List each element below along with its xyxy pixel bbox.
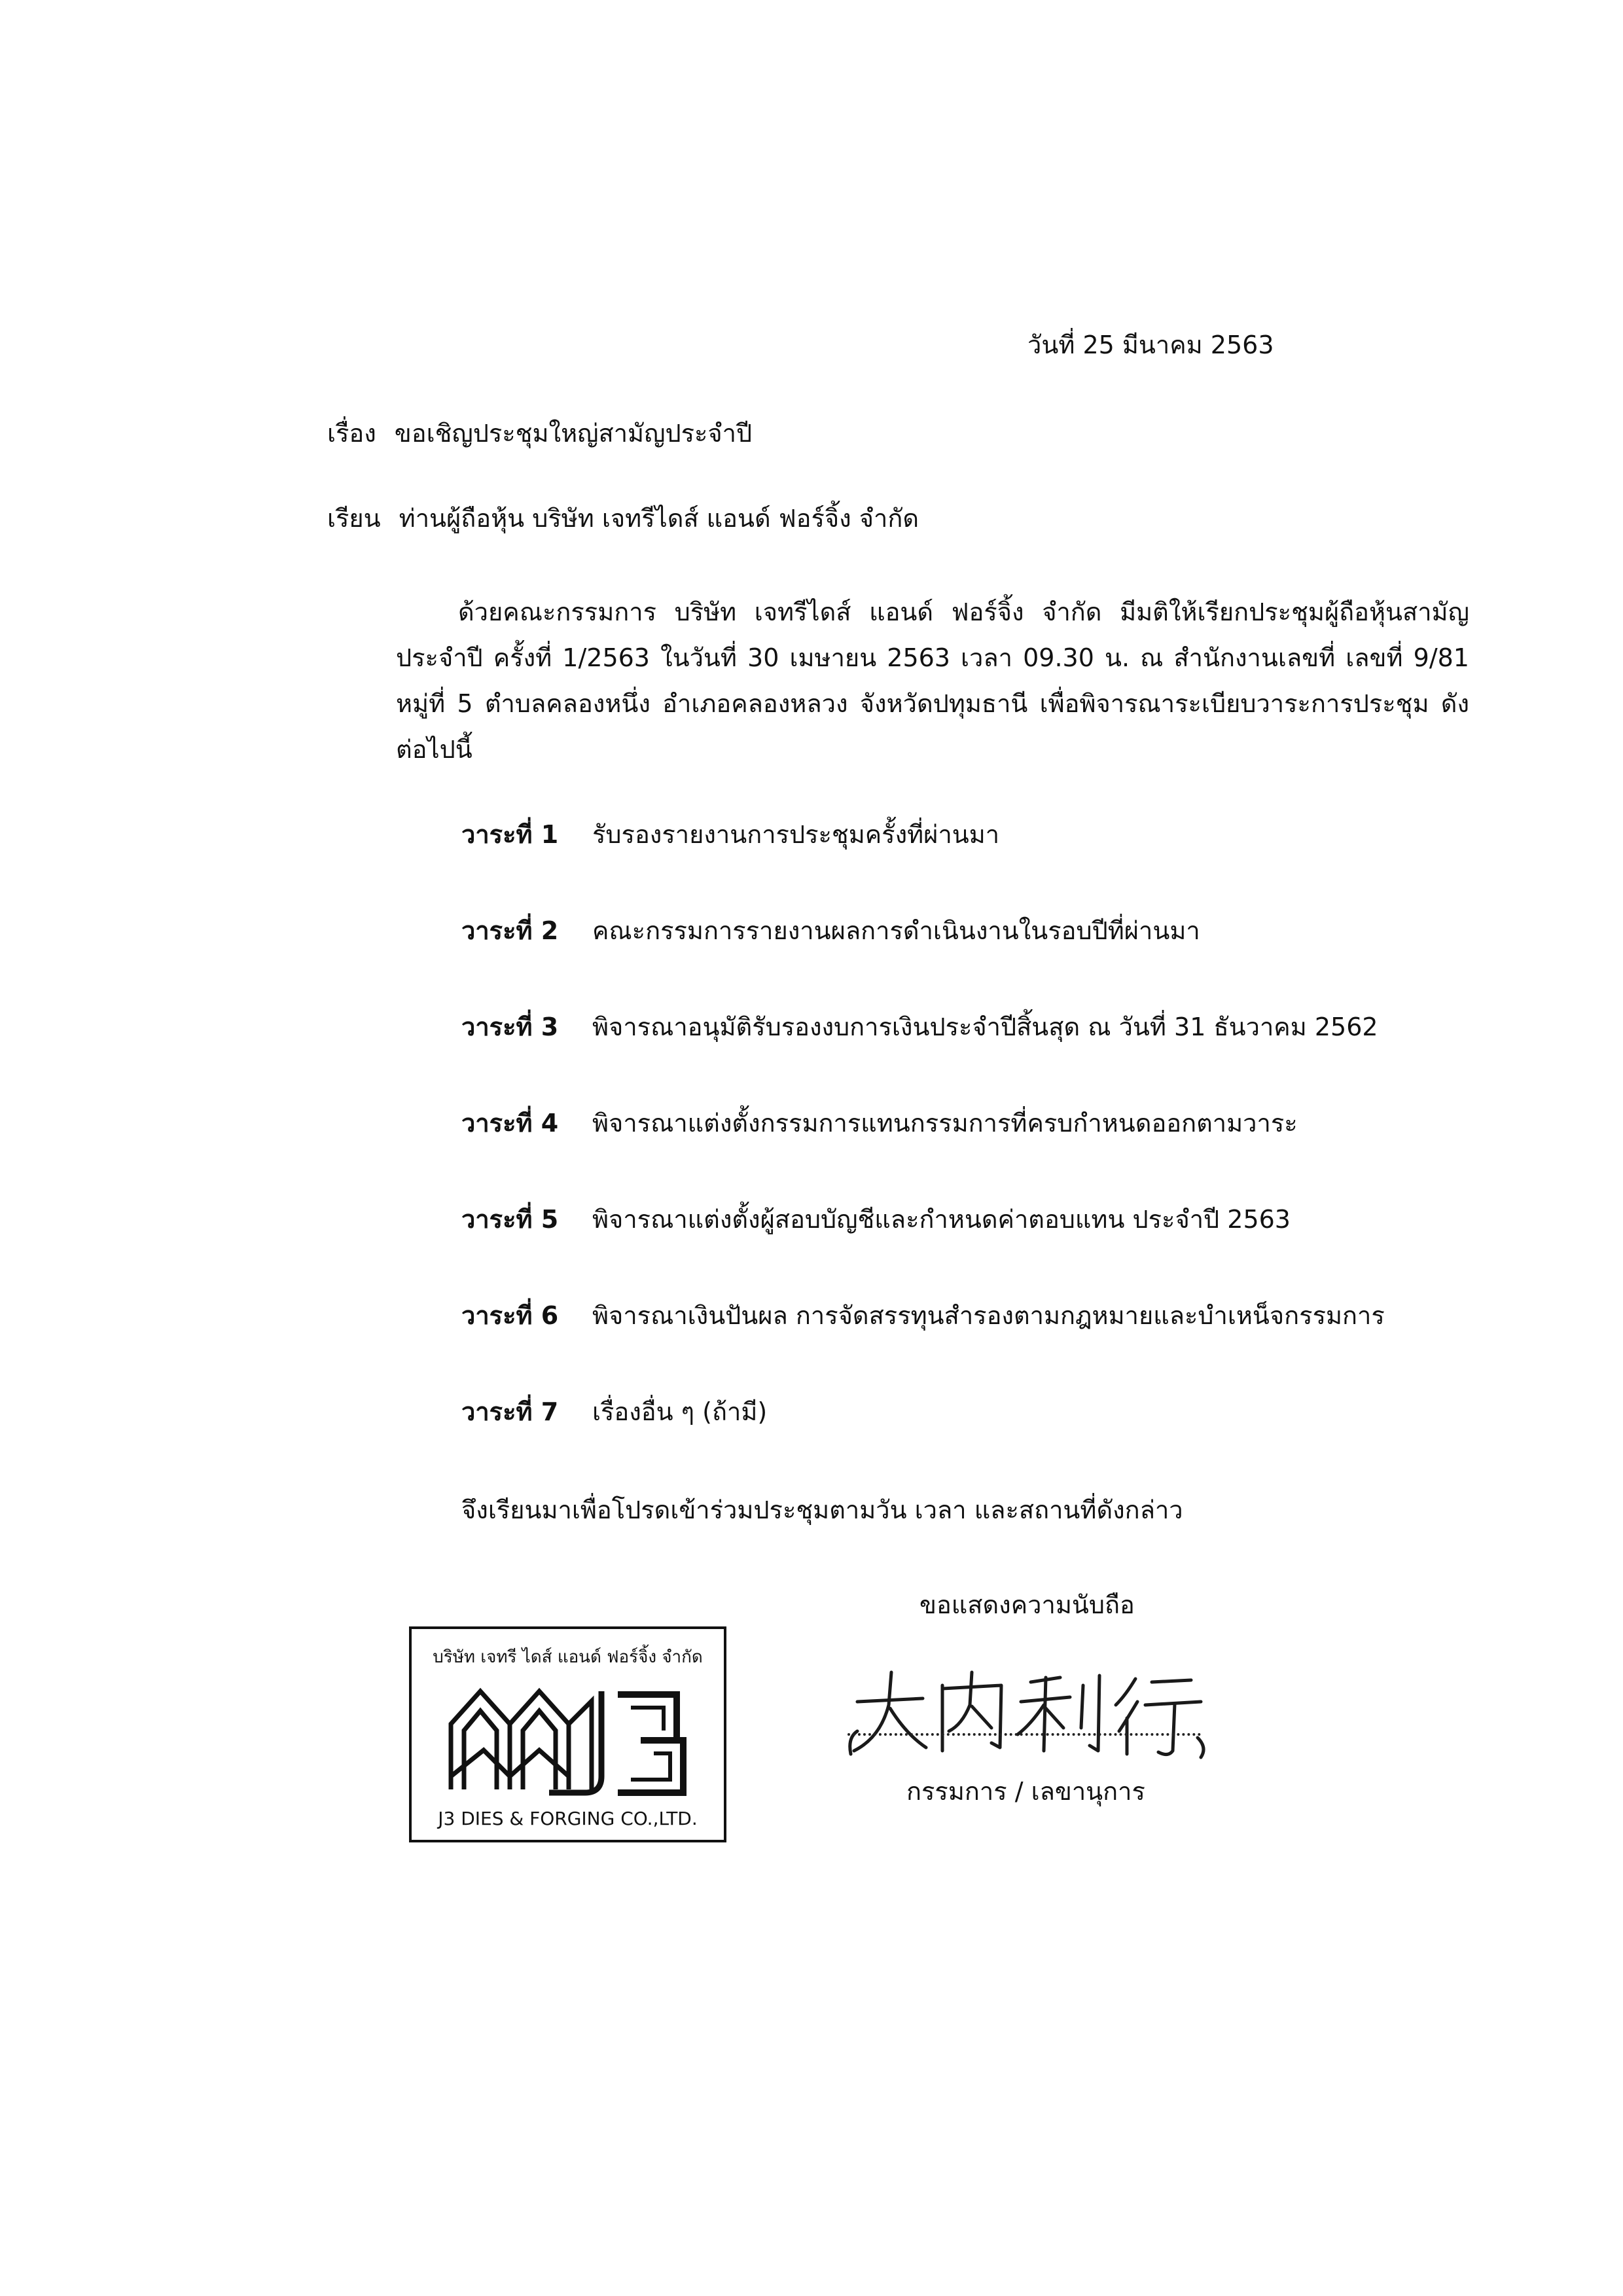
agenda-number: วาระที่ 5 <box>461 1205 559 1234</box>
agenda-text: พิจารณาแต่งตั้งผู้สอบบัญชีและกำหนดค่าตอบแทน ประจำปี 2563 <box>592 1205 1291 1234</box>
agenda-number: วาระที่ 2 <box>461 916 559 945</box>
stamp-english-name: J3 DIES & FORGING CO.,LTD. <box>438 1808 698 1829</box>
subject-label: เรื่อง <box>327 419 376 448</box>
signer-role: กรรมการ / เลขานุการ <box>906 1777 1145 1806</box>
agenda-number: วาระที่ 4 <box>461 1109 559 1138</box>
agenda-item <box>461 1200 1456 1296</box>
body-line: ดังต่อไปนี้ <box>396 689 1469 764</box>
subject-text: ขอเชิญประชุมใหญ่สามัญประจำปี <box>394 419 753 448</box>
agenda-text: เรื่องอื่น ๆ (ถ้ามี) <box>592 1397 768 1426</box>
agenda-item <box>461 1007 1456 1103</box>
agenda-item <box>461 911 1456 1007</box>
letter-date: วันที่ 25 มีนาคม 2563 <box>1027 331 1274 359</box>
agenda-text: รับรองรายงานการประชุมครั้งที่ผ่านมา <box>592 820 1000 849</box>
body-text <box>396 589 1469 772</box>
agenda-text: คณะกรรมการรายงานผลการดำเนินงานในรอบปีที่ผ่านมา <box>592 916 1200 945</box>
regards-line: ขอแสดงความนับถือ <box>919 1590 1135 1619</box>
j3-logo <box>444 1678 693 1803</box>
body-line: 5 ตำบลคลองหนึ่ง อำเภอคลองหลวง จังหวัดปทุมธานี เพื่อพิจารณาระเบียบวาระการประชุม <box>457 689 1441 718</box>
body-paragraph <box>396 589 1469 772</box>
agenda-item <box>461 1103 1456 1200</box>
salutation-text: ท่านผู้ถือหุ้น บริษัท เจทรีไดส์ แอนด์ ฟอร์จิ้ง จำกัด <box>399 504 919 533</box>
handwritten-signature <box>844 1666 1211 1764</box>
agenda-number: วาระที่ 3 <box>461 1013 559 1041</box>
agenda-number: วาระที่ 6 <box>461 1301 559 1330</box>
closing-sentence: จึงเรียนมาเพื่อโปรดเข้าร่วมประชุมตามวัน เวลา และสถานที่ดังกล่าว <box>461 1496 1183 1524</box>
body-line: ประจำปี ครั้งที่ 1/2563 ในวันที่ 30 เมษายน 2563 เวลา 09.30 น. ณ สำนักงานเลขที่ เลขที่ 9/81 หมู่ที่ <box>396 643 1469 718</box>
body-line: ด้วยคณะกรรมการ บริษัท เจทรีไดส์ แอนด์ ฟอร์จิ้ง จำกัด มีมติให้เรียกประชุมผู้ถือหุ้นสามัญ <box>458 598 1469 626</box>
stamp-thai-name: บริษัท เจทรี ไดส์ แอนด์ ฟอร์จิ้ง จำกัด <box>433 1647 703 1667</box>
agenda-number: วาระที่ 1 <box>461 820 559 849</box>
agenda-text: พิจารณาแต่งตั้งกรรมการแทนกรรมการที่ครบกำหนดออกตามวาระ <box>592 1109 1298 1138</box>
agenda-item <box>461 1296 1456 1392</box>
agenda-text: พิจารณาเงินปันผล การจัดสรรทุนสำรองตามกฎหมายและบำเหน็จกรรมการ <box>592 1301 1385 1330</box>
signature-dotted-line <box>847 1733 1201 1736</box>
company-stamp <box>409 1626 726 1842</box>
agenda-list <box>461 815 1456 1488</box>
agenda-item <box>461 815 1456 911</box>
agenda-text: พิจารณาอนุมัติรับรองงบการเงินประจำปีสิ้นสุด ณ วันที่ 31 ธันวาคม 2562 <box>592 1013 1378 1041</box>
subject-line <box>327 419 752 449</box>
salutation-label: เรียน <box>327 504 381 533</box>
agenda-number: วาระที่ 7 <box>461 1397 559 1426</box>
salutation-line <box>327 504 919 534</box>
agenda-item <box>461 1392 1456 1488</box>
